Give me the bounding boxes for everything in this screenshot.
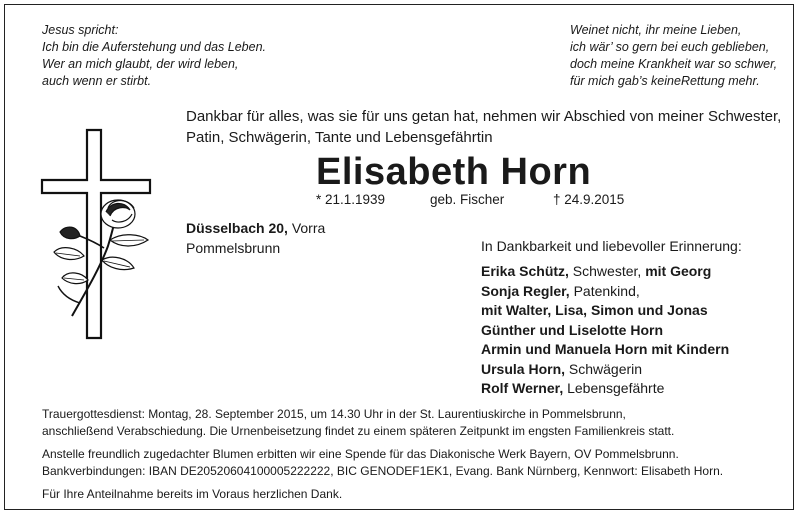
intro-line: Patin, Schwägerin, Tante und Lebensgefährtin xyxy=(186,129,493,146)
thanks-text: Für Ihre Anteilnahme bereits im Voraus herzlichen Dank. xyxy=(42,487,343,501)
poem-quote xyxy=(570,22,777,90)
bible-quote xyxy=(42,22,266,90)
mourner-relation: Schwester, xyxy=(568,263,646,279)
intro-text xyxy=(186,106,781,148)
quote-line: doch meine Krankheit war so schwer, xyxy=(570,57,778,71)
footer-info xyxy=(42,406,723,503)
birth-date: * 21.1.1939 xyxy=(316,192,386,207)
mourner-name: Ursula Horn, xyxy=(481,360,566,377)
list-item xyxy=(481,340,729,360)
quote-line: Weinet nicht, ihr meine Lieben, xyxy=(570,23,742,37)
quote-line: Ich bin die Auferstehung und das Leben. xyxy=(42,40,267,54)
service-info: anschließend Verabschiedung. Die Urnenbeisetzung findet zu einem späteren Zeitpunkt im engsten Familienkreis statt. xyxy=(42,424,675,438)
address-street: Düsselbach 20, xyxy=(186,220,288,236)
mourner-name: Günther und Liselotte Horn xyxy=(481,321,663,338)
mourner-name: Sonja Regler, xyxy=(481,282,570,299)
address-village: Vorra xyxy=(287,220,326,236)
mourners-list xyxy=(481,262,729,399)
service-info: Trauergottesdienst: Montag, 28. September 2015, um 14.30 Uhr in der St. Laurentiuskirche in Pommelsbrunn, xyxy=(42,407,626,421)
intro-line: Dankbar für alles, was sie für uns getan hat, nehmen wir Abschied von meiner Schwester, xyxy=(186,108,782,125)
mourner-relation: Lebensgefährte xyxy=(563,380,665,396)
mourner-relation: Schwägerin xyxy=(565,360,643,377)
quote-line: ich wär’ so gern bei euch geblieben, xyxy=(570,40,770,54)
quote-line: auch wenn er stirbt. xyxy=(42,74,152,88)
mourners-heading: In Dankbarkeit und liebevoller Erinnerung: xyxy=(481,238,742,254)
mourner-name: mit Walter, Lisa, Simon und Jonas xyxy=(481,302,708,318)
mourner-name: Rolf Werner, xyxy=(481,380,564,396)
list-item xyxy=(481,379,729,399)
death-date: † 24.9.2015 xyxy=(553,192,625,207)
mourner-name: Erika Schütz, xyxy=(481,263,569,279)
address xyxy=(186,218,325,258)
quote-line: Jesus spricht: xyxy=(42,23,119,37)
address-town: Pommelsbrunn xyxy=(186,240,281,256)
list-item xyxy=(481,360,729,380)
list-item xyxy=(481,282,729,302)
list-item xyxy=(481,321,729,341)
cross-with-rose-icon xyxy=(40,128,160,343)
list-item xyxy=(481,301,729,321)
mourner-name: Armin und Manuela Horn mit Kindern xyxy=(481,341,730,357)
list-item xyxy=(481,262,729,282)
quote-line: für mich gab’s keineRettung mehr. xyxy=(570,74,760,88)
deceased-name: Elisabeth Horn xyxy=(316,151,592,193)
mourner-relation: Patenkind, xyxy=(569,282,640,299)
donation-info: Anstelle freundlich zugedachter Blumen erbitten wir eine Spende für das Diakonische Werk Bayern, OV Pommelsbrunn. xyxy=(42,447,679,461)
maiden-name: geb. Fischer xyxy=(430,192,505,207)
mourner-companion: mit Georg xyxy=(645,263,712,279)
bank-info: Bankverbindungen: IBAN DE20520604100005222222, BIC GENODEF1EK1, Evang. Bank Nürnberg, Kennwort: Elisabeth Horn. xyxy=(42,464,724,478)
quote-line: Wer an mich glaubt, der wird leben, xyxy=(42,57,239,71)
